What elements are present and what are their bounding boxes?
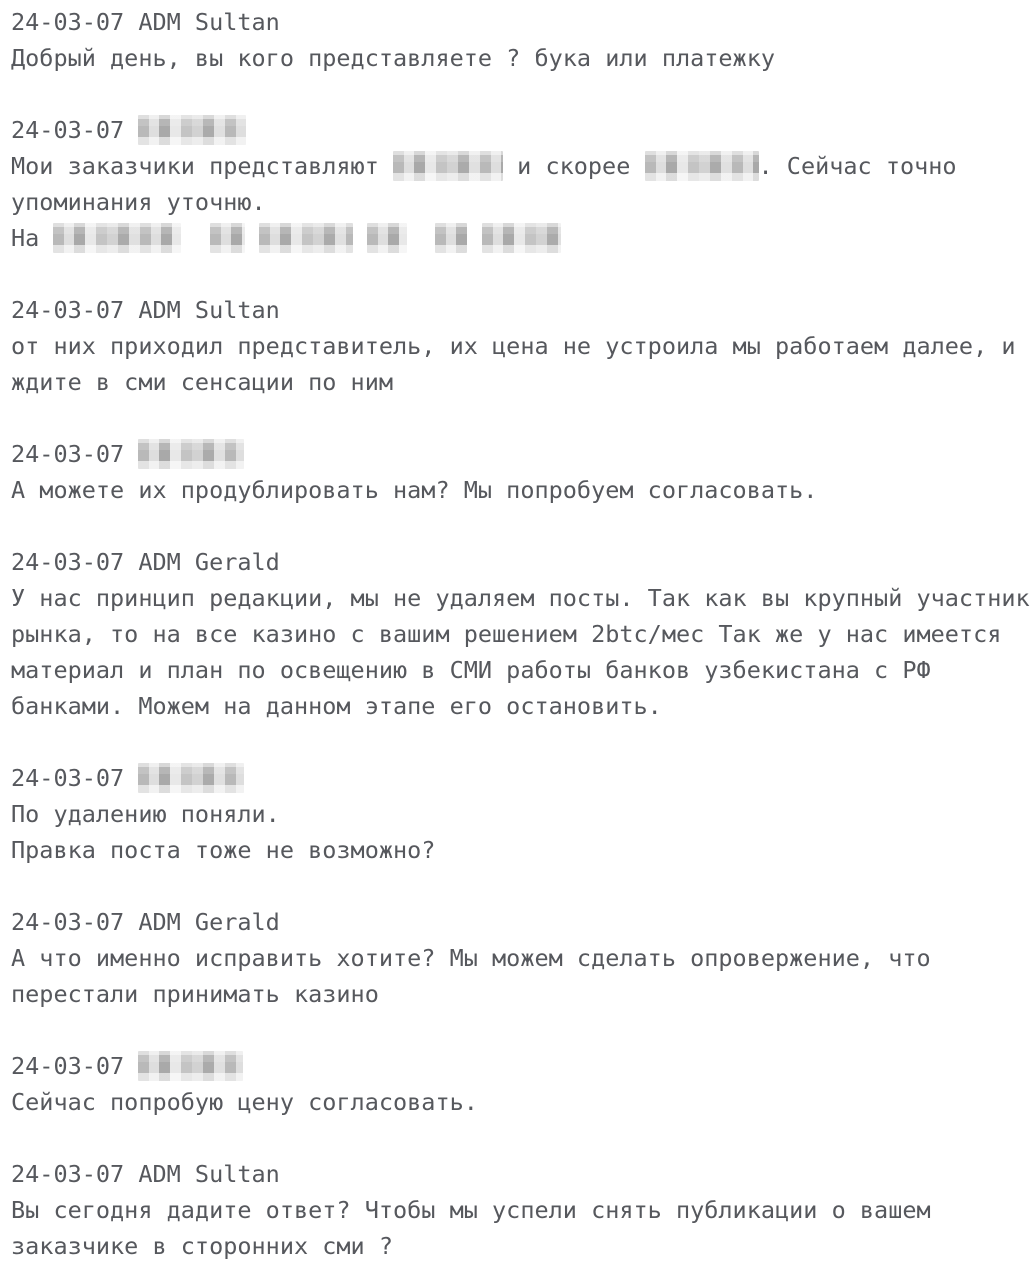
message-line: [11, 40, 1035, 76]
message-date: 24-03-07: [11, 1160, 139, 1188]
message-line: [11, 940, 1035, 976]
redacted-text: [435, 223, 467, 253]
message-line: [11, 1192, 1035, 1228]
message-text: . Сейчас точно: [758, 152, 957, 180]
message-header: [11, 112, 1035, 148]
redacted-author: [138, 763, 244, 793]
message-text: упоминания уточню.: [11, 188, 266, 216]
message-line: [11, 832, 1035, 868]
chat-message: [11, 544, 1035, 724]
redacted-text: [645, 151, 759, 181]
message-line: [11, 652, 1035, 688]
message-author: ADM Gerald: [138, 908, 280, 936]
message-text: банками. Можем на данном этапе его остановить.: [11, 692, 662, 720]
chat-message: [11, 292, 1035, 400]
redacted-text: [482, 223, 561, 253]
message-date: 24-03-07: [11, 116, 139, 144]
message-text: заказчике в сторонних сми ?: [11, 1232, 394, 1260]
message-line: [11, 616, 1035, 652]
message-header: [11, 1156, 1035, 1192]
chat-message: [11, 1048, 1035, 1120]
message-text: рынка, то на все казино с вашим решением 2btc/мес Так же у нас имеется: [11, 620, 1002, 648]
message-header: [11, 292, 1035, 328]
message-text: А можете их продублировать нам? Мы попробуем согласовать.: [11, 476, 818, 504]
message-author: ADM Gerald: [138, 548, 280, 576]
message-line: [11, 364, 1035, 400]
message-line: [11, 328, 1035, 364]
redacted-text: [53, 223, 181, 253]
message-line: [11, 688, 1035, 724]
message-text: А что именно исправить хотите? Мы можем сделать опровержение, что: [11, 944, 931, 972]
message-header: [11, 1048, 1035, 1084]
message-text: [353, 224, 367, 252]
chat-message: [11, 1156, 1035, 1264]
message-text: [245, 224, 259, 252]
message-text: Вы сегодня дадите ответ? Чтобы мы успели снять публикации о вашем: [11, 1196, 931, 1224]
redacted-author: [138, 1051, 243, 1081]
message-header: [11, 436, 1035, 472]
message-text: У нас принцип редакции, мы не удаляем посты. Так как вы крупный участник: [11, 584, 1030, 612]
message-line: [11, 472, 1035, 508]
message-line: [11, 148, 1035, 184]
chat-message: [11, 4, 1035, 76]
message-text: Мои заказчики представляют: [11, 152, 394, 180]
redacted-text: [210, 223, 245, 253]
message-text: Добрый день, вы кого представляете ? бука или платежку: [11, 44, 776, 72]
message-line: [11, 580, 1035, 616]
message-line: [11, 220, 1035, 256]
message-text: Сейчас попробую цену согласовать.: [11, 1088, 478, 1116]
redacted-author: [138, 439, 244, 469]
message-header: [11, 544, 1035, 580]
message-date: 24-03-07: [11, 764, 139, 792]
message-line: [11, 184, 1035, 220]
message-text: материал и план по освещению в СМИ работы банков узбекистана с РФ: [11, 656, 931, 684]
message-date: 24-03-07: [11, 1052, 139, 1080]
message-header: [11, 4, 1035, 40]
message-date: 24-03-07: [11, 440, 139, 468]
message-text: На: [11, 224, 54, 252]
message-author: ADM Sultan: [138, 296, 280, 324]
message-date: 24-03-07: [11, 908, 139, 936]
chat-message: [11, 904, 1035, 1012]
message-text: и скорее: [503, 152, 645, 180]
message-date: 24-03-07: [11, 296, 139, 324]
message-text: [181, 224, 209, 252]
redacted-text: [259, 223, 353, 253]
chat-message: [11, 436, 1035, 508]
message-text: [407, 224, 435, 252]
message-author: ADM Sultan: [138, 8, 280, 36]
chat-message: [11, 760, 1035, 868]
message-text: [467, 224, 481, 252]
message-text: ждите в сми сенсации по ним: [11, 368, 394, 396]
message-date: 24-03-07: [11, 548, 139, 576]
chat-log: [11, 4, 1035, 1264]
message-text: от них приходил представитель, их цена не устроила мы работаем далее, и: [11, 332, 1016, 360]
message-line: [11, 796, 1035, 832]
message-header: [11, 904, 1035, 940]
redacted-author: [138, 115, 246, 145]
message-text: По удалению поняли.: [11, 800, 280, 828]
message-line: [11, 1228, 1035, 1264]
redacted-text: [393, 151, 503, 181]
redacted-text: [367, 223, 407, 253]
message-line: [11, 1084, 1035, 1120]
message-header: [11, 760, 1035, 796]
message-line: [11, 976, 1035, 1012]
message-text: перестали принимать казино: [11, 980, 379, 1008]
message-date: 24-03-07: [11, 8, 139, 36]
chat-message: [11, 112, 1035, 256]
message-author: ADM Sultan: [138, 1160, 280, 1188]
message-text: Правка поста тоже не возможно?: [11, 836, 436, 864]
